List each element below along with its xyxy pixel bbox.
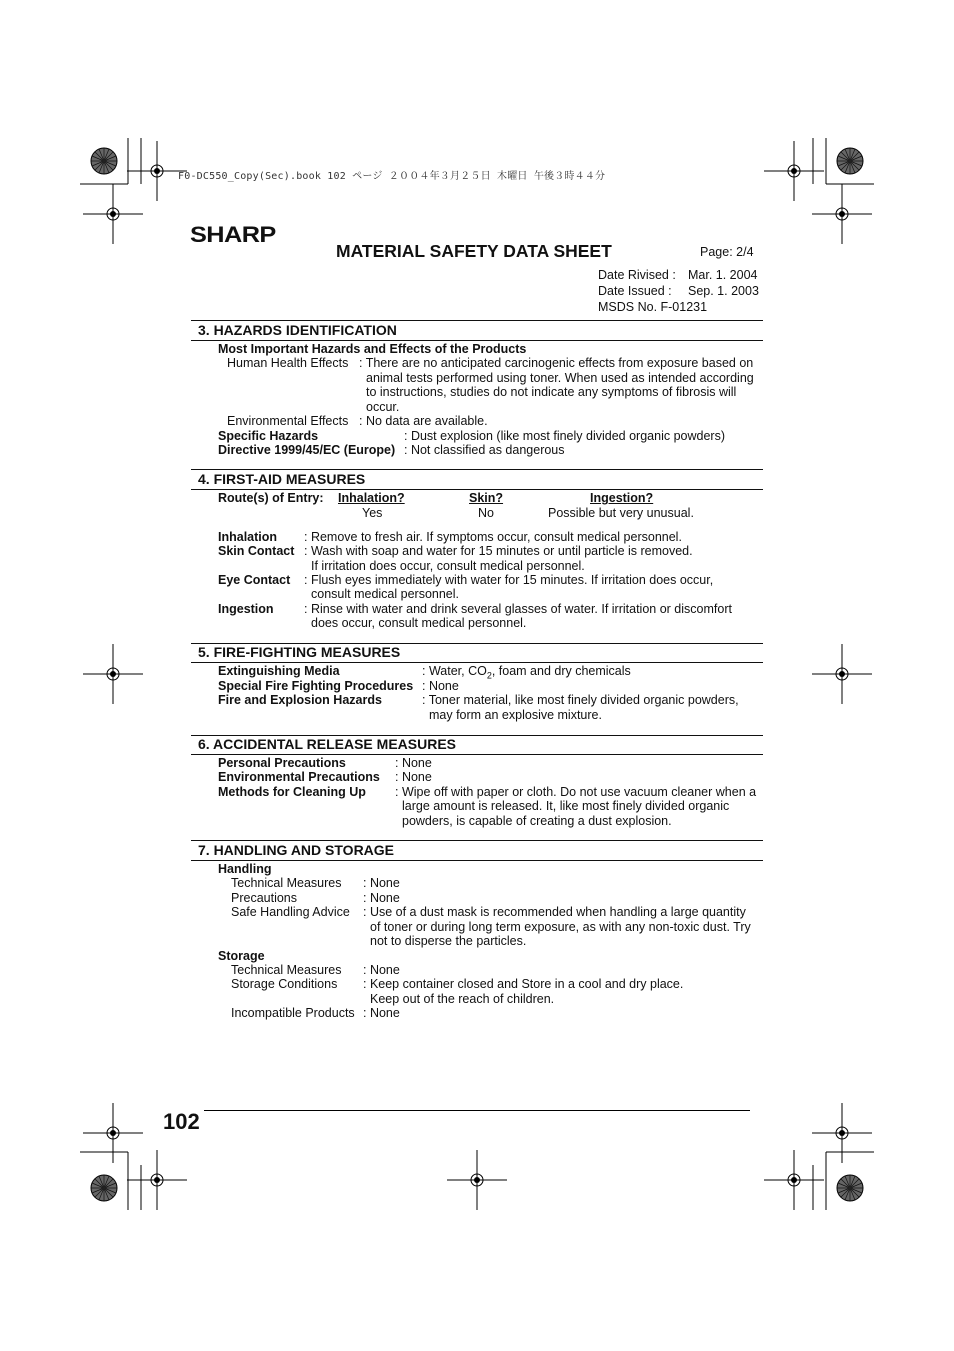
section-6-title: 6. ACCIDENTAL RELEASE MEASURES — [198, 736, 456, 752]
s3-hhe-line: to instructions, studies do not indicate any symptoms of fibrosis will — [366, 385, 737, 399]
document-title: MATERIAL SAFETY DATA SHEET — [336, 241, 612, 261]
s4-ingestion-line: does occur, consult medical personnel. — [311, 616, 527, 630]
section-rule — [191, 662, 763, 663]
s5-hazards-line: : Toner material, like most finely divided organic powders, — [422, 693, 739, 707]
section-rule — [191, 469, 763, 470]
footer-rule — [204, 1110, 750, 1111]
s5-special-value: : None — [422, 679, 459, 693]
s7-s-incompatible-label: Incompatible Products — [231, 1006, 355, 1020]
s3-directive-label: Directive 1999/45/EC (Europe) — [218, 443, 396, 457]
date-revised: Mar. 1. 2004 — [688, 268, 758, 282]
section-rule — [191, 489, 763, 490]
s6-cleaning-line: large amount is released. It, like most finely divided organic — [402, 799, 730, 813]
s7-s-technical-value: : None — [363, 963, 400, 977]
s4-eye-label: Eye Contact — [218, 573, 291, 587]
s6-cleaning-line: : Wipe off with paper or cloth. Do not use vacuum cleaner when a — [395, 785, 757, 799]
sharp-logo: SHARP — [190, 222, 276, 247]
s7-h-technical-label: Technical Measures — [231, 876, 342, 890]
page-number: 102 — [163, 1109, 200, 1134]
s7-h-technical-value: : None — [363, 876, 400, 890]
s6-personal-label: Personal Precautions — [218, 756, 346, 770]
s3-specific-label: Specific Hazards — [218, 429, 319, 443]
s4-col-ingestion: Ingestion? — [590, 491, 654, 505]
section-5-title: 5. FIRE-FIGHTING MEASURES — [198, 644, 401, 660]
s4-col-inhalation: Inhalation? — [338, 491, 405, 505]
section-rule — [191, 840, 763, 841]
section-rule — [191, 320, 763, 321]
s4-skin-line: : Wash with soap and water for 15 minutes or until particle is removed. — [304, 544, 693, 558]
s3-env-label: Environmental Effects — [227, 414, 349, 428]
s3-env-value: : No data are available. — [359, 414, 488, 428]
date-issued: Sep. 1. 2003 — [688, 284, 759, 298]
s7-h-advice-label: Safe Handling Advice — [231, 905, 350, 919]
s4-eye-line: : Flush eyes immediately with water for 15 minutes. If irritation does occur, — [304, 573, 714, 587]
s5-extinguishing-label: Extinguishing Media — [218, 664, 340, 678]
s4-route-label: Route(s) of Entry: — [218, 491, 324, 505]
s7-s-incompatible-value: : None — [363, 1006, 400, 1020]
msds-number: MSDS No. F-01231 — [598, 300, 708, 314]
s6-personal-value: : None — [395, 756, 432, 770]
s3-hhe-line: occur. — [366, 400, 400, 414]
date-issued-label: Date Issued : — [598, 284, 672, 298]
s4-eye-line: consult medical personnel. — [311, 587, 459, 601]
s3-specific-value: : Dust explosion (like most finely divided organic powders) — [404, 429, 725, 443]
s7-h-precautions-value: : None — [363, 891, 400, 905]
s7-h-advice-line: of toner or during long term exposure, as with any non-toxic dust. Try — [370, 920, 751, 934]
section-3-title: 3. HAZARDS IDENTIFICATION — [198, 322, 397, 338]
s5-hazards-label: Fire and Explosion Hazards — [218, 693, 382, 707]
s3-hhe-line: : There are no anticipated carcinogenic effects from exposure based on — [359, 356, 754, 370]
section-rule — [191, 340, 763, 341]
s7-s-conditions-line: : Keep container closed and Store in a cool and dry place. — [363, 977, 684, 991]
s4-inhalation-label: Inhalation — [218, 530, 278, 544]
section-4-title: 4. FIRST-AID MEASURES — [198, 471, 366, 487]
s4-col-skin: Skin? — [469, 491, 504, 505]
s4-val-ingestion: Possible but very unusual. — [548, 506, 694, 520]
s5-hazards-line: may form an explosive mixture. — [429, 708, 602, 722]
s4-val-inhalation: Yes — [362, 506, 383, 520]
s7-s-technical-label: Technical Measures — [231, 963, 342, 977]
s3-directive-value: : Not classified as dangerous — [404, 443, 565, 457]
s4-inhalation-value: : Remove to fresh air. If symptoms occur, consult medical personnel. — [304, 530, 682, 544]
section-rule — [191, 860, 763, 861]
section-rule — [191, 754, 763, 755]
section-7-title: 7. HANDLING AND STORAGE — [198, 842, 395, 858]
s5-extinguishing-value: : Water, $CO_2$, foam and dry chemicals — [422, 664, 631, 681]
s7-h-advice-line: not to disperse the particles. — [370, 934, 527, 948]
s6-cleaning-line: powders, is capable of creating a dust explosion. — [402, 814, 672, 828]
s7-h-precautions-label: Precautions — [231, 891, 298, 905]
s7-s-conditions-line: Keep out of the reach of children. — [370, 992, 555, 1006]
s4-skin-label: Skin Contact — [218, 544, 295, 558]
s4-val-skin: No — [478, 506, 494, 520]
s6-environmental-label: Environmental Precautions — [218, 770, 380, 784]
s7-handling-heading: Handling — [218, 862, 272, 876]
s3-hhe-label: Human Health Effects — [227, 356, 349, 370]
s6-environmental-value: : None — [395, 770, 432, 784]
date-revised-label: Date Rivised : — [598, 268, 676, 282]
s4-ingestion-label: Ingestion — [218, 602, 274, 616]
s7-h-advice-line: : Use of a dust mask is recommended when handling a large quantity — [363, 905, 746, 919]
s3-subheading: Most Important Hazards and Effects of the Products — [218, 342, 527, 356]
s7-s-conditions-label: Storage Conditions — [231, 977, 338, 991]
s6-cleaning-label: Methods for Cleaning Up — [218, 785, 366, 799]
print-file-line: F0-DC550_Copy(Sec).book 102 ページ ２００４年３月２５日 木曜日 午後３時４４分 — [178, 171, 606, 182]
s4-skin-line: If irritation does occur, consult medical personnel. — [311, 559, 585, 573]
page-indicator: Page: 2/4 — [700, 245, 754, 259]
s3-hhe-line: animal tests performed using toner. When used as intended according — [366, 371, 754, 385]
s7-storage-heading: Storage — [218, 949, 265, 963]
s4-ingestion-line: : Rinse with water and drink several glasses of water. If irritation or discomfort — [304, 602, 732, 616]
s5-special-label: Special Fire Fighting Procedures — [218, 679, 414, 693]
